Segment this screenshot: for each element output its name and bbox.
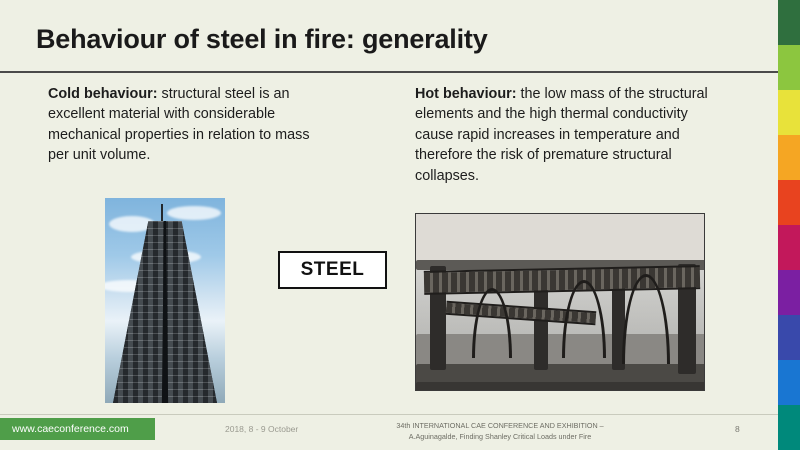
title-divider bbox=[0, 71, 778, 73]
conference-url-tab[interactable] bbox=[0, 418, 155, 440]
right-text-block bbox=[415, 84, 710, 186]
page-number: 8 bbox=[735, 424, 740, 434]
footer-conference-info bbox=[330, 420, 670, 442]
color-strip-segment-5 bbox=[778, 225, 800, 270]
cold-behaviour-label: Cold behaviour: bbox=[48, 86, 158, 102]
steel-callout-box bbox=[278, 251, 387, 289]
color-strip-segment-1 bbox=[778, 45, 800, 90]
ruin-ground-shadow bbox=[416, 382, 705, 391]
color-strip-segment-0 bbox=[778, 0, 800, 45]
page-title: Behaviour of steel in fire: generality bbox=[36, 24, 488, 54]
fire-damaged-structure-photo bbox=[415, 213, 705, 391]
skyscraper-photo bbox=[105, 198, 225, 403]
footer-conference-line2: A.Aguinagalde, Finding Shanley Critical Loads under Fire bbox=[408, 432, 592, 442]
conference-url-label: www.caeconference.com bbox=[12, 423, 129, 435]
left-text-block bbox=[48, 84, 320, 166]
color-strip-segment-3 bbox=[778, 135, 800, 180]
color-strip-segment-8 bbox=[778, 360, 800, 405]
color-strip-segment-4 bbox=[778, 180, 800, 225]
color-strip-segment-2 bbox=[778, 90, 800, 135]
color-strip-segment-9 bbox=[778, 405, 800, 450]
footer-divider bbox=[0, 414, 778, 415]
antenna-shape bbox=[161, 204, 163, 222]
slide-title-band bbox=[0, 0, 778, 72]
hot-behaviour-label: Hot behaviour: bbox=[415, 86, 517, 102]
steel-callout-label: STEEL bbox=[300, 259, 365, 280]
color-strip bbox=[778, 0, 800, 450]
ruin-upper-wall bbox=[416, 214, 705, 266]
footer-date: 2018, 8 - 9 October bbox=[225, 424, 299, 434]
color-strip-segment-7 bbox=[778, 315, 800, 360]
color-strip-segment-6 bbox=[778, 270, 800, 315]
cold-behaviour-text: structural steel is an excellent material with considerable mechanical properties in relation to mass per unit volume. bbox=[48, 86, 310, 164]
hot-behaviour-text: the low mass of the structural elements and the high thermal conductivity cause rapid increases in temperature and therefore the risk of premature structural collapses. bbox=[415, 86, 708, 184]
footer-conference-line1: 34th INTERNATIONAL CAE CONFERENCE AND EXHIBITION – bbox=[396, 421, 604, 430]
cloud-shape bbox=[167, 206, 221, 220]
